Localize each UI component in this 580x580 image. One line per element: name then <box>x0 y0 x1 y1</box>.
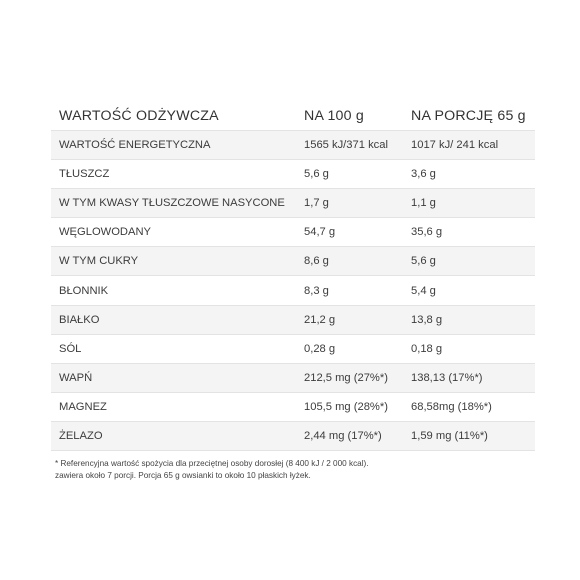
table-row <box>51 247 535 276</box>
table-row <box>51 189 535 218</box>
header-per-100g: NA 100 g <box>296 102 403 131</box>
value-per-portion: 68,58mg (18%*) <box>403 392 535 421</box>
nutrition-table-container <box>51 102 535 451</box>
nutrient-name: WĘGLOWODANY <box>51 218 296 247</box>
value-per-portion: 0,18 g <box>403 334 535 363</box>
value-per-portion: 1017 kJ/ 241 kcal <box>403 131 535 160</box>
table-row <box>51 392 535 421</box>
nutrient-name: WARTOŚĆ ENERGETYCZNA <box>51 131 296 160</box>
table-row <box>51 131 535 160</box>
table-row <box>51 160 535 189</box>
value-per-100g: 0,28 g <box>296 334 403 363</box>
nutrient-name: MAGNEZ <box>51 392 296 421</box>
table-row <box>51 334 535 363</box>
footnote-reference-intake: * Referencyjna wartość spożycia dla przeciętnej osoby dorosłej (8 400 kJ / 2 000 kcal). <box>55 459 369 468</box>
value-per-portion: 138,13 (17%*) <box>403 363 535 392</box>
value-per-portion: 13,8 g <box>403 305 535 334</box>
value-per-100g: 8,6 g <box>296 247 403 276</box>
nutrient-name: SÓL <box>51 334 296 363</box>
table-row <box>51 276 535 305</box>
table-row <box>51 363 535 392</box>
nutrient-name: WAPŃ <box>51 363 296 392</box>
value-per-100g: 21,2 g <box>296 305 403 334</box>
nutrition-table <box>51 102 535 451</box>
nutrient-name: W TYM CUKRY <box>51 247 296 276</box>
header-nutrient: WARTOŚĆ ODŻYWCZA <box>51 102 296 131</box>
header-per-portion: NA PORCJĘ 65 g <box>403 102 535 131</box>
table-header-row <box>51 102 535 131</box>
value-per-100g: 1,7 g <box>296 189 403 218</box>
value-per-100g: 212,5 mg (27%*) <box>296 363 403 392</box>
footnote-portions: zawiera około 7 porcji. Porcja 65 g owsianki to około 10 płaskich łyżek. <box>55 471 311 480</box>
nutrient-name: TŁUSZCZ <box>51 160 296 189</box>
value-per-portion: 5,6 g <box>403 247 535 276</box>
value-per-portion: 1,1 g <box>403 189 535 218</box>
table-row <box>51 218 535 247</box>
value-per-portion: 3,6 g <box>403 160 535 189</box>
nutrient-name: ŻELAZO <box>51 421 296 450</box>
value-per-100g: 5,6 g <box>296 160 403 189</box>
table-row <box>51 305 535 334</box>
nutrient-name: BIAŁKO <box>51 305 296 334</box>
value-per-100g: 2,44 mg (17%*) <box>296 421 403 450</box>
value-per-100g: 105,5 mg (28%*) <box>296 392 403 421</box>
value-per-portion: 1,59 mg (11%*) <box>403 421 535 450</box>
nutrient-name: BŁONNIK <box>51 276 296 305</box>
value-per-portion: 5,4 g <box>403 276 535 305</box>
value-per-100g: 1565 kJ/371 kcal <box>296 131 403 160</box>
value-per-100g: 54,7 g <box>296 218 403 247</box>
nutrient-name: W TYM KWASY TŁUSZCZOWE NASYCONE <box>51 189 296 218</box>
footnotes <box>55 458 535 482</box>
value-per-100g: 8,3 g <box>296 276 403 305</box>
table-row <box>51 421 535 450</box>
value-per-portion: 35,6 g <box>403 218 535 247</box>
